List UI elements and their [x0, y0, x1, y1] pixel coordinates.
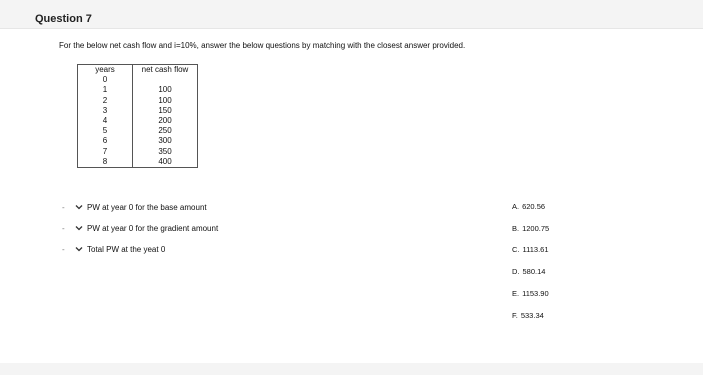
- answer-value: 580.14: [522, 267, 546, 276]
- answer-letter: C.: [512, 245, 520, 254]
- answer-letter: D.: [512, 267, 520, 276]
- question-instructions: For the below net cash flow and i=10%, answer the below questions by matching with the closest answer provided.: [59, 41, 466, 50]
- table-row: [78, 136, 198, 146]
- answer-letter: F.: [512, 311, 518, 320]
- dash-marker: -: [62, 223, 65, 233]
- years-header: years: [78, 65, 133, 76]
- matching-row-gradient: [62, 222, 218, 234]
- table-row: [78, 85, 198, 95]
- cash-flow-cell: 350: [133, 147, 198, 157]
- answer-letter: E.: [512, 289, 520, 298]
- table-row: [78, 147, 198, 157]
- cash-flow-cell: 150: [133, 106, 198, 116]
- table-row: [78, 106, 198, 116]
- cash-flow-cell: [133, 75, 198, 85]
- chevron-down-icon[interactable]: [74, 202, 84, 212]
- table-row: [78, 116, 198, 126]
- dash-marker: -: [62, 202, 65, 212]
- dash-marker: -: [62, 244, 65, 254]
- cash-flow-cell: 200: [133, 116, 198, 126]
- year-cell: 4: [78, 116, 133, 126]
- chevron-down-icon[interactable]: [74, 223, 84, 233]
- answer-option-f: [512, 311, 544, 320]
- answer-value: 533.34: [520, 311, 544, 320]
- cash-flow-cell: 250: [133, 126, 198, 136]
- cash-flow-cell: 100: [133, 96, 198, 106]
- prompt-label: PW at year 0 for the base amount: [87, 202, 207, 212]
- year-cell: 7: [78, 147, 133, 157]
- page-footer: [0, 363, 703, 375]
- matching-row-base: [62, 201, 207, 213]
- answer-value: 1113.61: [522, 245, 549, 254]
- year-cell: 8: [78, 157, 133, 168]
- chevron-down-icon[interactable]: [74, 244, 84, 254]
- net-cash-flow-header: net cash flow: [133, 65, 198, 76]
- cash-flow-cell: 300: [133, 136, 198, 146]
- table-row: [78, 96, 198, 106]
- answer-letter: A.: [512, 202, 520, 211]
- year-cell: 1: [78, 85, 133, 95]
- answer-option-a: [512, 202, 545, 211]
- question-title: Question 7: [35, 13, 92, 25]
- table-row: [78, 75, 198, 85]
- year-cell: 0: [78, 75, 133, 85]
- cash-flow-cell: 400: [133, 157, 198, 168]
- answer-value: 620.56: [522, 202, 546, 211]
- cash-flow-table: [77, 64, 198, 168]
- question-header: [0, 0, 703, 29]
- answer-option-e: [512, 289, 549, 298]
- answer-option-c: [512, 245, 549, 254]
- matching-row-total: [62, 243, 165, 255]
- prompt-label: Total PW at the yeat 0: [87, 244, 166, 254]
- table-row: [78, 157, 198, 168]
- answer-value: 1153.90: [522, 289, 549, 298]
- answer-option-d: [512, 267, 545, 276]
- year-cell: 6: [78, 136, 133, 146]
- answer-letter: B.: [512, 224, 520, 233]
- cash-flow-cell: 100: [133, 85, 198, 95]
- answer-option-b: [512, 224, 549, 233]
- year-cell: 5: [78, 126, 133, 136]
- prompt-label: PW at year 0 for the gradient amount: [87, 223, 219, 233]
- answer-value: 1200.75: [522, 224, 550, 233]
- table-row: [78, 126, 198, 136]
- year-cell: 3: [78, 106, 133, 116]
- year-cell: 2: [78, 96, 133, 106]
